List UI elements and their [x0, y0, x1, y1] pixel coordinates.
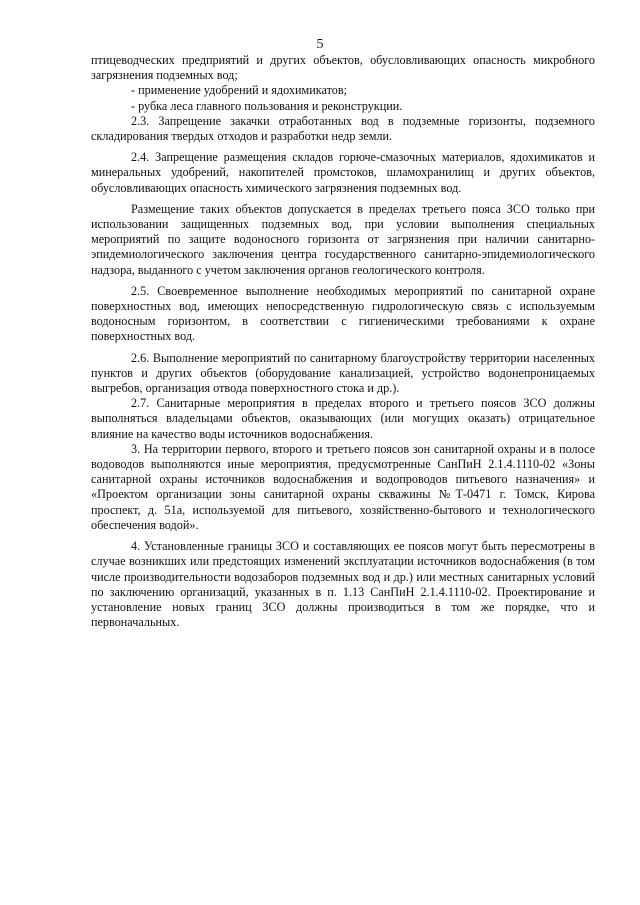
paragraph-2-3: 2.3. Запрещение закачки отработанных вод в подземные горизонты, подземного складирования твердых отходов и разработки недр земли. — [91, 113, 595, 144]
paragraph-2-5: 2.5. Своевременное выполнение необходимых мероприятий по санитарной охране поверхностных вод, имеющих непосредственную гидрологическую связь с используемым водоносным горизонтом, в соответствии с гигиеническими требованиями к охране поверхностных вод. — [91, 283, 595, 344]
paragraph-placement: Размещение таких объектов допускается в пределах третьего пояса ЗСО только при использовании защищенных подземных вод, при условии выполнения специальных мероприятий по защите водоносного горизонта от загрязнения при наличии санитарно-эпидемиологического заключения центра государственного санитарно-эпидемиологического надзора, выданного с учетом заключения органов геологического контроля. — [91, 201, 595, 277]
paragraph-continuation: птицеводческих предприятий и других объектов, обусловливающих опасность микробного загрязнения подземных вод; — [91, 53, 595, 83]
paragraph-2-4: 2.4. Запрещение размещения складов горюче-смазочных материалов, ядохимикатов и минеральных удобрений, накопителей промстоков, шламохранилищ и других объектов, обусловливающих опасность химического загрязнения подземных вод. — [91, 150, 595, 195]
paragraph-2-6: 2.6. Выполнение мероприятий по санитарному благоустройству территории населенных пунктов и других объектов (оборудование канализацией, устройство водонепроницаемых выгребов, организация отвода поверхностного стока и др.). — [91, 350, 595, 396]
paragraph-3: 3. На территории первого, второго и третьего поясов зон санитарной охраны и в полосе водоводов выполняются иные мероприятия, предусмотренные СанПиН 2.1.4.1110-02 «Зоны санитарной охраны источников водоснабжения и водопроводов питьевого назначения» и «Проектом организации зоны санитарной охраны скважины №Т-0471 г. Томск, Кирова проспект, д. 51а, используемой для питьевого, хозяйственно-бытового и технологического обеспечения водой». — [91, 441, 595, 532]
paragraph-2-7: 2.7. Санитарные мероприятия в пределах второго и третьего поясов ЗСО должны выполняться владельцами объектов, оказывающих (или могущих оказать) отрицательное влияние на качество воды источников водоснабжения. — [91, 396, 595, 441]
page-number: 5 — [316, 37, 324, 52]
list-item: - применение удобрений и ядохимикатов; — [131, 83, 347, 98]
document-body — [91, 53, 595, 630]
list-item: - рубка леса главного пользования и реконструкции. — [131, 98, 403, 113]
paragraph-4: 4. Установленные границы ЗСО и составляющих ее поясов могут быть пересмотрены в случае возникших или предстоящих изменений эксплуатации источников водоснабжения (в том числе производительности водозаборов подземных вод и др.) или местных санитарных условий по заключению организаций, указанных в п. 1.13 СанПиН 2.1.4.1110-02. Проектирование и установление новых границ ЗСО должны производиться в том же порядке, что и первоначальных. — [91, 539, 595, 630]
